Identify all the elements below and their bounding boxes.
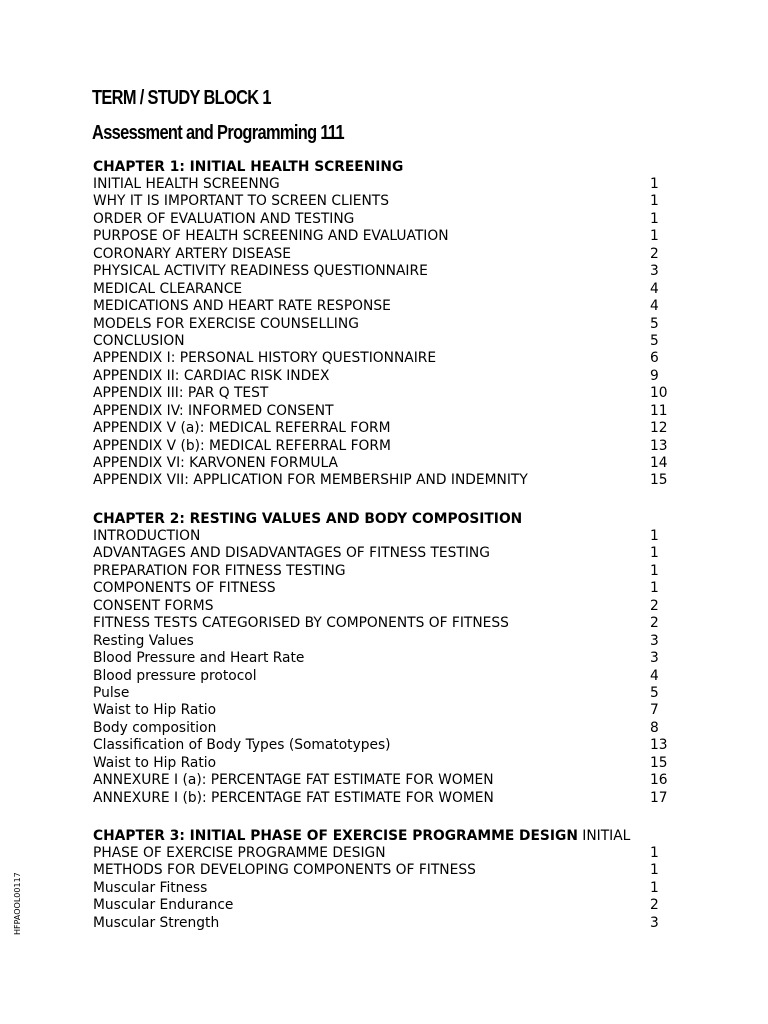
toc-entry — [93, 528, 673, 545]
toc-entry-title: APPENDIX IV: INFORMED CONSENT — [93, 402, 334, 419]
toc-entry-title: MEDICATIONS AND HEART RATE RESPONSE — [93, 298, 391, 315]
toc-entry-title: PHYSICAL ACTIVITY READINESS QUESTIONNAIRE — [93, 263, 428, 280]
toc-entry — [93, 545, 673, 562]
toc-entry-page-number: 6 — [650, 350, 659, 367]
toc-entry-title: Resting Values — [93, 632, 194, 649]
toc-entry — [93, 455, 673, 472]
toc-entry-page-number: 16 — [650, 772, 668, 789]
toc-entry — [93, 316, 673, 333]
toc-entry-title: CONCLUSION — [93, 332, 185, 349]
toc-entry — [93, 915, 673, 932]
toc-entry-page-number: 4 — [650, 298, 659, 315]
toc-entry-page-number: 1 — [650, 545, 659, 562]
toc-entry — [93, 790, 673, 807]
toc-entry-title: Blood pressure protocol — [93, 667, 257, 684]
toc-entry-title: APPENDIX III: PAR Q TEST — [93, 385, 269, 402]
toc-entry — [93, 615, 673, 632]
toc-entry — [93, 193, 673, 210]
toc-entry — [93, 772, 673, 789]
toc-entry — [93, 211, 673, 228]
course-title: Assessment and Programming 111 — [92, 122, 344, 144]
toc-entry-page-number: 15 — [650, 754, 668, 771]
toc-entry-title: FITNESS TESTS CATEGORISED BY COMPONENTS OF FITNESS — [93, 615, 509, 632]
toc-entry-title: ADVANTAGES AND DISADVANTAGES OF FITNESS TESTING — [93, 545, 490, 562]
chapter-heading-bold: CHAPTER 2: RESTING VALUES AND BODY COMPOSITION — [93, 511, 523, 527]
toc-entry — [93, 563, 673, 580]
toc-entry-page-number: 7 — [650, 702, 659, 719]
chapter-heading-rest: INITIAL — [577, 828, 631, 844]
toc-entry-page-number: 2 — [650, 597, 659, 614]
toc-entry — [93, 333, 673, 350]
toc-entry-title: ANNEXURE I (a): PERCENTAGE FAT ESTIMATE FOR WOMEN — [93, 772, 494, 789]
toc-entry — [93, 298, 673, 315]
toc-entry — [93, 702, 673, 719]
toc-entry-title: WHY IT IS IMPORTANT TO SCREEN CLIENTS — [93, 193, 389, 210]
toc-entry-page-number: 3 — [650, 263, 659, 280]
toc-entry-page-number: 1 — [650, 879, 659, 896]
toc-entry — [93, 737, 673, 754]
toc-entry-page-number: 1 — [650, 580, 659, 597]
toc-list — [93, 528, 673, 807]
toc-list — [93, 845, 673, 932]
toc-entry-page-number: 3 — [650, 632, 659, 649]
toc-entry — [93, 720, 673, 737]
toc-entry-title: Blood Pressure and Heart Rate — [93, 650, 305, 667]
toc-entry-title: Muscular Fitness — [93, 879, 208, 896]
toc-entry-title: APPENDIX V (a): MEDICAL REFERRAL FORM — [93, 420, 391, 437]
toc-entry-page-number: 9 — [650, 367, 659, 384]
toc-entry-page-number: 4 — [650, 667, 659, 684]
toc-entry — [93, 668, 673, 685]
toc-entry-title: APPENDIX VII: APPLICATION FOR MEMBERSHIP AND INDEMNITY — [93, 472, 528, 489]
chapter-2-section — [93, 510, 673, 807]
toc-entry-title: INITIAL HEALTH SCREENNG — [93, 176, 280, 192]
toc-entry — [93, 862, 673, 879]
toc-entry — [93, 472, 673, 489]
toc-entry-title: COMPONENTS OF FITNESS — [93, 580, 276, 597]
chapter-heading-bold: CHAPTER 1: INITIAL HEALTH SCREENING — [93, 159, 404, 175]
toc-entry — [93, 246, 673, 263]
toc-entry-title: Pulse — [93, 684, 130, 701]
toc-entry-page-number: 11 — [650, 402, 668, 419]
toc-entry-page-number: 13 — [650, 437, 668, 454]
toc-entry-title: MEDICAL CLEARANCE — [93, 280, 243, 297]
toc-entry-title: CORONARY ARTERY DISEASE — [93, 245, 291, 262]
toc-entry-title: Classification of Body Types (Somatotypes) — [93, 737, 391, 754]
toc-entry-page-number: 2 — [650, 897, 659, 914]
document-title: TERM / STUDY BLOCK 1 — [92, 87, 271, 109]
toc-entry — [93, 350, 673, 367]
chapter-heading-bold: CHAPTER 3: INITIAL PHASE OF EXERCISE PROGRAMME DESIGN — [93, 828, 578, 844]
toc-entry-title: APPENDIX II: CARDIAC RISK INDEX — [93, 367, 330, 384]
toc-entry — [93, 368, 673, 385]
toc-entry-page-number: 1 — [650, 528, 659, 544]
toc-entry-title: PREPARATION FOR FITNESS TESTING — [93, 562, 346, 579]
toc-entry-page-number: 4 — [650, 280, 659, 297]
toc-entry — [93, 176, 673, 193]
toc-entry — [93, 598, 673, 615]
toc-entry-page-number: 8 — [650, 719, 659, 736]
toc-list — [93, 176, 673, 490]
toc-entry-title: Waist to Hip Ratio — [93, 702, 217, 719]
toc-entry — [93, 580, 673, 597]
toc-entry — [93, 897, 673, 914]
toc-entry — [93, 420, 673, 437]
chapter-heading — [93, 827, 673, 845]
toc-entry-page-number: 5 — [650, 315, 659, 332]
toc-entry-page-number: 1 — [650, 210, 659, 227]
toc-entry-page-number: 3 — [650, 650, 659, 667]
toc-entry-page-number: 15 — [650, 472, 668, 489]
toc-entry-title: APPENDIX VI: KARVONEN FORMULA — [93, 455, 338, 471]
toc-entry-page-number: 3 — [650, 914, 659, 931]
toc-entry-page-number: 10 — [650, 385, 668, 402]
toc-entry — [93, 880, 673, 897]
toc-entry — [93, 845, 673, 862]
toc-entry-page-number: 1 — [650, 862, 659, 879]
toc-entry-title: ANNEXURE I (b): PERCENTAGE FAT ESTIMATE FOR WOMEN — [93, 789, 494, 806]
toc-entry-title: APPENDIX I: PERSONAL HISTORY QUESTIONNAIRE — [93, 350, 437, 367]
chapter-3-section — [93, 827, 673, 932]
toc-entry-page-number: 1 — [650, 193, 659, 210]
toc-entry-title: PHASE OF EXERCISE PROGRAMME DESIGN — [93, 845, 386, 861]
chapter-heading — [93, 510, 673, 528]
toc-entry-page-number: 2 — [650, 615, 659, 632]
toc-entry — [93, 263, 673, 280]
toc-entry — [93, 228, 673, 245]
toc-entry — [93, 385, 673, 402]
toc-entry — [93, 438, 673, 455]
toc-entry-page-number: 1 — [650, 228, 659, 245]
toc-entry-title: ORDER OF EVALUATION AND TESTING — [93, 210, 355, 227]
toc-entry-page-number: 1 — [650, 845, 659, 861]
toc-entry — [93, 755, 673, 772]
toc-entry-page-number: 5 — [650, 684, 659, 701]
toc-entry — [93, 403, 673, 420]
toc-entry — [93, 633, 673, 650]
toc-entry-title: PURPOSE OF HEALTH SCREENING AND EVALUATION — [93, 228, 449, 245]
toc-entry-page-number: 5 — [650, 332, 659, 349]
toc-entry — [93, 685, 673, 702]
toc-entry-title: APPENDIX V (b): MEDICAL REFERRAL FORM — [93, 437, 391, 454]
toc-entry-title: Waist to Hip Ratio — [93, 754, 217, 771]
toc-entry-title: MODELS FOR EXERCISE COUNSELLING — [93, 315, 359, 332]
toc-entry-title: Body composition — [93, 719, 217, 736]
chapter-heading — [93, 158, 673, 176]
document-code: HFPAOOL00117 — [13, 872, 22, 935]
toc-entry-page-number: 1 — [650, 176, 659, 192]
toc-entry-title: Muscular Endurance — [93, 897, 234, 914]
chapter-1-section — [93, 158, 673, 490]
toc-entry-title: Muscular Strength — [93, 914, 220, 931]
toc-entry-page-number: 2 — [650, 245, 659, 262]
toc-entry-title: CONSENT FORMS — [93, 597, 214, 614]
toc-entry-title: METHODS FOR DEVELOPING COMPONENTS OF FITNESS — [93, 862, 476, 879]
toc-entry — [93, 650, 673, 667]
toc-entry-page-number: 14 — [650, 455, 668, 471]
toc-entry-page-number: 13 — [650, 737, 668, 754]
toc-entry — [93, 281, 673, 298]
toc-entry-page-number: 12 — [650, 420, 668, 437]
toc-entry-title: INTRODUCTION — [93, 528, 201, 544]
toc-entry-page-number: 17 — [650, 789, 668, 806]
toc-entry-page-number: 1 — [650, 562, 659, 579]
